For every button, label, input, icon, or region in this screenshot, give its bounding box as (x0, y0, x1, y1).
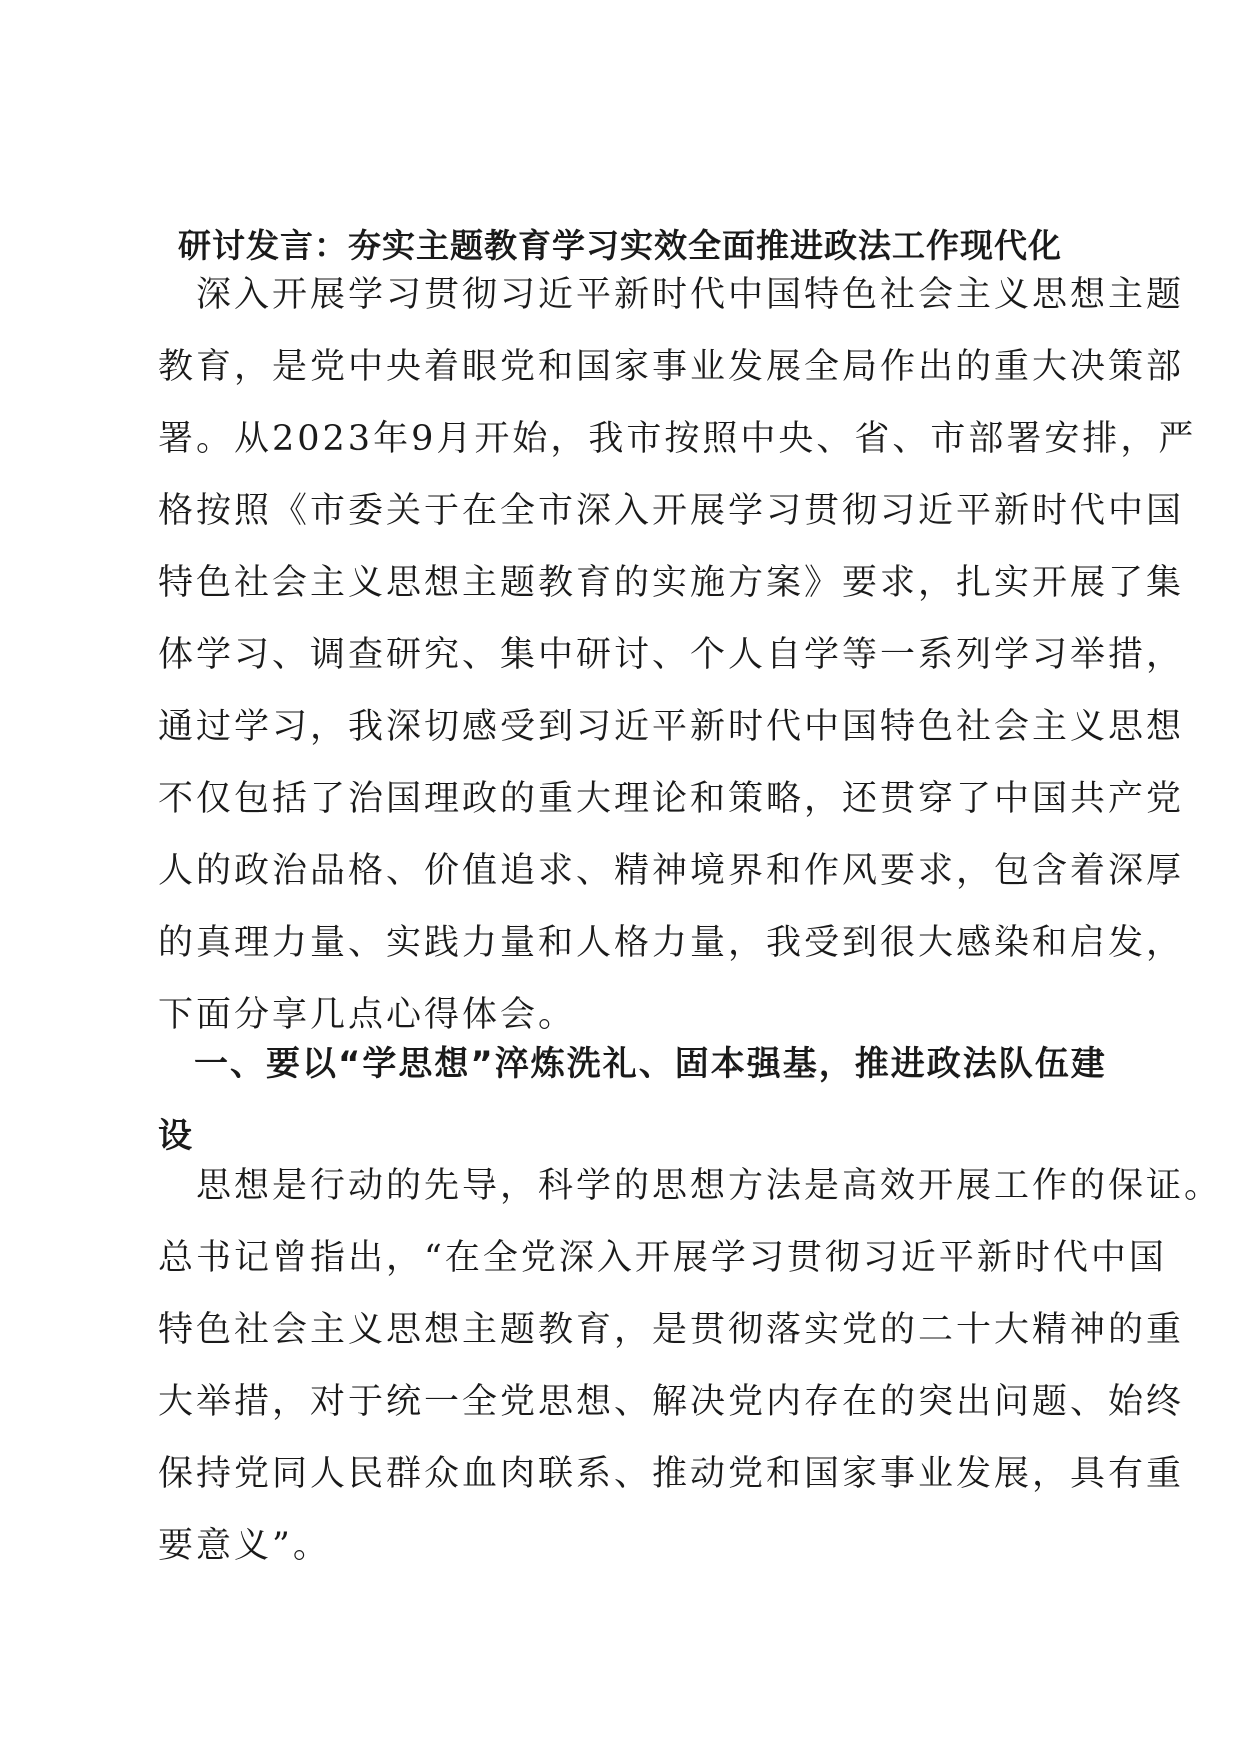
paragraph-line: 通过学习，我深切感受到习近平新时代中国特色社会主义思想 (158, 707, 1185, 747)
paragraph-line: 总书记曾指出，“在全党深入开展学习贯彻习近平新时代中国 (158, 1238, 1167, 1278)
heading-line: 一、要以“学思想”淬炼洗礼、固本强基，推进政法队伍建 (158, 1044, 1107, 1084)
section-1-paragraph (158, 1150, 1223, 1582)
paragraph-line: 的真理力量、实践力量和人格力量，我受到很大感染和启发， (158, 923, 1185, 963)
paragraph-line: 保持党同人民群众血肉联系、推动党和国家事业发展，具有重 (158, 1454, 1185, 1494)
paragraph-line: 人的政治品格、价值追求、精神境界和作风要求，包含着深厚 (158, 851, 1185, 891)
paragraph-line: 体学习、调查研究、集中研讨、个人自学等一系列学习举措， (158, 635, 1185, 675)
paragraph-line: 格按照《市委关于在全市深入开展学习贯彻习近平新时代中国 (158, 491, 1185, 531)
paragraph-line: 下面分享几点心得体会。 (158, 995, 577, 1035)
paragraph-line: 思想是行动的先导，科学的思想方法是高效开展工作的保证。 (158, 1166, 1223, 1206)
paragraph-line: 大举措，对于统一全党思想、解决党内存在的突出问题、始终 (158, 1382, 1185, 1422)
paragraph-line: 要意义”。 (158, 1526, 331, 1566)
paragraph-line: 特色社会主义思想主题教育，是贯彻落实党的二十大精神的重 (158, 1310, 1185, 1350)
paragraph-line: 深入开展学习贯彻习近平新时代中国特色社会主义思想主题 (158, 275, 1185, 315)
paragraph-line: 特色社会主义思想主题教育的实施方案》要求，扎实开展了集 (158, 563, 1185, 603)
paragraph-line: 不仅包括了治国理政的重大理论和策略，还贯穿了中国共产党 (158, 779, 1185, 819)
paragraph-line: 教育，是党中央着眼党和国家事业发展全局作出的重大决策部 (158, 347, 1185, 387)
paragraph-line: 署。从2023年9月开始，我市按照中央、省、市部署安排，严 (158, 419, 1197, 459)
intro-paragraph (158, 259, 1197, 1051)
heading-line: 设 (158, 1116, 194, 1156)
document-title: 研讨发言：夯实主题教育学习实效全面推进政法工作现代化 (178, 226, 1062, 265)
